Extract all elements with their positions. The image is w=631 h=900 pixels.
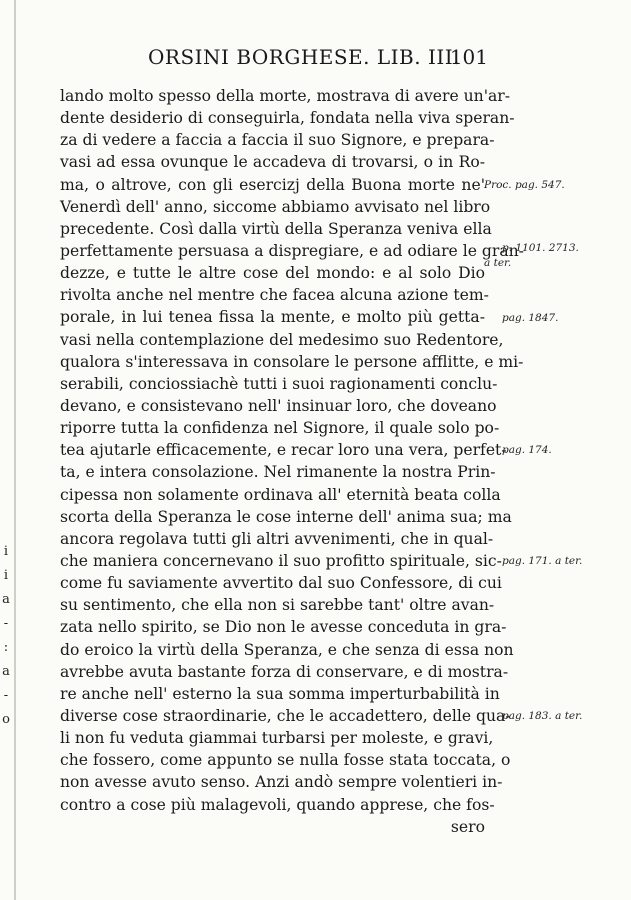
text-line: vasi ad essa ovunque le accadeva di trovarsi, o in Ro- xyxy=(60,153,485,172)
text-line: do eroico la virtù della Speranza, e che senza di essa non xyxy=(60,640,514,659)
margin-fragment: : xyxy=(3,640,9,655)
text-line: perfettamente persuasa a dispregiare, e ad odiare le gran- xyxy=(60,241,524,260)
margin-fragment: i xyxy=(3,544,9,559)
text-line: cipessa non solamente ordinava all' eternità beata colla xyxy=(60,485,501,504)
text-line: qualora s'interessava in consolare le persone afflitte, e mi- xyxy=(60,352,524,371)
text-line: non avesse avuto senso. Anzi andò sempre volentieri in- xyxy=(60,773,503,792)
text-line: che maniera concernevano il suo profitto spirituale, sic- xyxy=(60,551,502,570)
text-line: porale, in lui tenea fissa la mente, e molto più getta- xyxy=(60,308,485,327)
marginal-note: p. 1101. 2713. xyxy=(502,242,579,255)
text-line: contro a cose più malagevoli, quando apprese, che fos- xyxy=(60,795,495,814)
text-line: precedente. Così dalla virtù della Speranza veniva ella xyxy=(60,219,492,238)
text-line: ta, e intera consolazione. Nel rimanente la nostra Prin- xyxy=(60,463,496,482)
marginal-note: pag. 174. xyxy=(502,444,552,457)
text-line: scorta della Speranza le cose interne dell' anima sua; ma xyxy=(60,507,512,526)
margin-fragment: i xyxy=(3,568,9,583)
text-line: che fossero, come appunto se nulla fosse stata toccata, o xyxy=(60,751,511,770)
marginal-note: Proc. pag. 547. xyxy=(484,178,565,191)
marginal-note: pag. 171. a ter. xyxy=(502,555,583,568)
text-line: riporre tutta la confidenza nel Signore, il quale solo po- xyxy=(60,419,500,438)
running-title: ORSINI BORGHESE. LIB. III. xyxy=(148,45,461,69)
text-line: za di vedere a faccia a faccia il suo Signore, e prepara- xyxy=(60,131,495,150)
text-line: zata nello spirito, se Dio non le avesse conceduta in gra- xyxy=(60,618,507,637)
text-line: rivolta anche nel mentre che facea alcuna azione tem- xyxy=(60,286,489,305)
text-line: re anche nell' esterno la sua somma imperturbabilità in xyxy=(60,684,500,703)
text-line: dezze, e tutte le altre cose del mondo: e al solo Dio xyxy=(60,264,485,283)
text-line: vasi nella contemplazione del medesimo suo Redentore, xyxy=(60,330,504,349)
left-margin-fragments xyxy=(0,540,12,732)
text-line: dente desiderio di conseguirla, fondata nella viva speran- xyxy=(60,109,515,128)
page-number: 101 xyxy=(449,45,488,69)
margin-fragment: o xyxy=(2,712,10,727)
text-line: tea ajutarle efficacemente, e recar loro una vera, perfet- xyxy=(60,441,507,460)
page-header xyxy=(148,45,488,75)
text-line: li non fu veduta giammai turbarsi per moleste, e gravi, xyxy=(60,729,494,748)
binding-gutter xyxy=(14,0,16,900)
text-line: Venerdì dell' anno, siccome abbiamo avvisato nel libro xyxy=(60,197,491,216)
text-line: serabili, conciossiachè tutti i suoi ragionamenti conclu- xyxy=(60,374,498,393)
margin-fragment: - xyxy=(3,616,9,631)
text-line: devano, e consistevano nell' insinuar loro, che doveano xyxy=(60,396,497,415)
text-line: lando molto spesso della morte, mostrava di avere un'ar- xyxy=(60,87,511,105)
text-line: sero xyxy=(450,817,485,836)
text-line: su sentimento, che ella non si sarebbe tant' oltre avan- xyxy=(60,596,495,615)
margin-fragment: a xyxy=(2,664,10,679)
text-line: ancora regolava tutti gli altri avvenimenti, che in qual- xyxy=(60,529,494,548)
text-line: come fu saviamente avvertito dal suo Confessore, di cui xyxy=(60,574,502,593)
text-line: diverse cose straordinarie, che le accadettero, delle qua- xyxy=(60,706,511,725)
text-line: ma, o altrove, con gli esercizj della Buona morte ne' xyxy=(60,175,485,194)
margin-fragment: a xyxy=(2,592,10,607)
marginal-note: pag. 1847. xyxy=(502,311,559,324)
marginal-note: pag. 183. a ter. xyxy=(502,710,583,723)
text-line: avrebbe avuta bastante forza di conservare, e di mostra- xyxy=(60,662,509,681)
marginal-note: a ter. xyxy=(484,257,512,270)
margin-fragment: - xyxy=(3,688,9,703)
